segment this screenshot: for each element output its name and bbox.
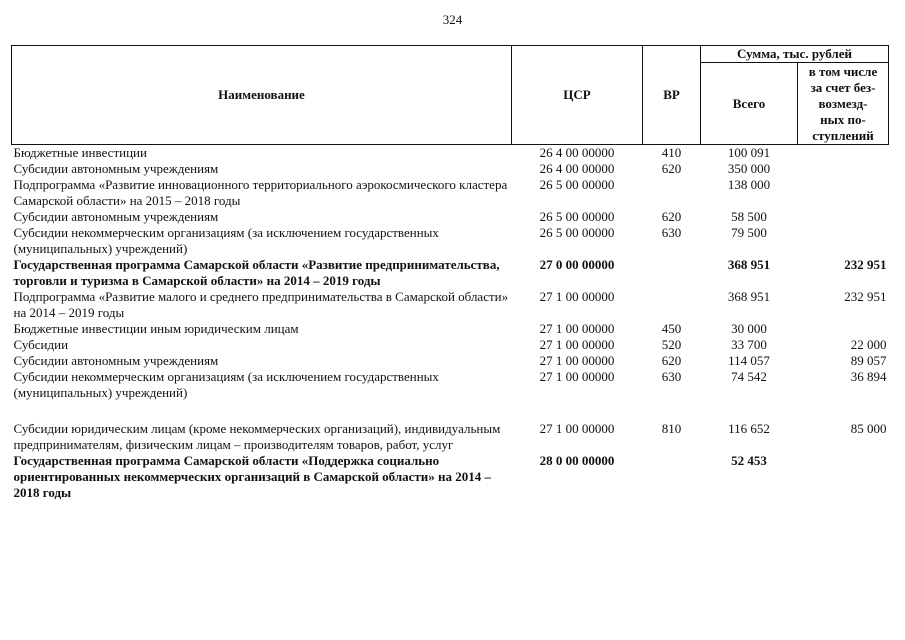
row-vr: 520 — [661, 337, 682, 352]
row-total: 368 951 — [727, 289, 771, 304]
row-name: Субсидии автономным учреждениям — [13, 353, 219, 368]
row-name: Бюджетные инвестиции — [13, 145, 147, 160]
row-total: 33 700 — [731, 337, 767, 352]
row-total: 350 000 — [727, 161, 771, 176]
row-vr — [643, 177, 701, 209]
row-csr: 27 1 00 00000 — [539, 321, 615, 336]
row-total: 368 951 — [727, 257, 771, 272]
row-incl — [798, 225, 889, 257]
row-total: 116 652 — [728, 421, 770, 436]
row-incl — [798, 177, 889, 209]
table-row — [12, 353, 889, 369]
row-total: 100 091 — [727, 145, 771, 160]
row-incl — [798, 161, 889, 177]
table-header — [12, 46, 889, 145]
table-row — [12, 453, 889, 501]
row-csr: 27 0 00 00000 — [539, 257, 615, 272]
header-sum: Сумма, тыс. рублей — [701, 46, 889, 63]
row-total: 138 000 — [727, 177, 771, 192]
row-name: Государственная программа Самарской области «Развитие предпринимательства, торговли и туризма в Самарской области» на 2014 – 2019 годы — [13, 257, 500, 288]
table-row — [12, 257, 889, 289]
row-vr — [643, 453, 701, 501]
budget-table — [11, 45, 889, 501]
row-csr: 26 5 00 00000 — [539, 209, 615, 224]
row-vr — [643, 257, 701, 289]
row-name: Субсидии некоммерческим организациям (за исключением государственных (муниципальных) учреждений) — [13, 369, 439, 400]
row-csr: 26 4 00 00000 — [539, 161, 615, 176]
row-csr: 27 1 00 00000 — [539, 369, 615, 384]
row-incl — [798, 453, 889, 501]
row-name: Подпрограмма «Развитие малого и среднего предпринимательства в Самарской области» на 2014 – 2019 годы — [13, 289, 509, 320]
table-row — [12, 161, 889, 177]
row-incl — [798, 321, 889, 337]
row-csr: 27 1 00 00000 — [539, 353, 615, 368]
row-incl: 85 000 — [850, 421, 887, 436]
table-row — [12, 337, 889, 353]
row-incl: 232 951 — [844, 257, 887, 272]
row-csr: 26 4 00 00000 — [539, 145, 615, 160]
row-incl — [798, 209, 889, 225]
header-vr: ВР — [643, 46, 701, 145]
row-vr: 620 — [661, 161, 682, 176]
row-name: Субсидии некоммерческим организациям (за исключением государственных (муниципальных) учреждений) — [13, 225, 439, 256]
row-csr: 26 5 00 00000 — [539, 177, 615, 192]
header-name: Наименование — [12, 46, 512, 145]
row-total: 74 542 — [731, 369, 767, 384]
row-csr: 28 0 00 00000 — [539, 453, 615, 468]
row-name: Субсидии автономным учреждениям — [13, 161, 219, 176]
row-vr: 450 — [661, 321, 682, 336]
header-csr: ЦСР — [512, 46, 643, 145]
row-name: Государственная программа Самарской области «Поддержка социально ориентированных некоммерческих организаций в Самарской области» на 2014 – 2018 годы — [13, 453, 492, 500]
row-incl: 232 951 — [844, 289, 887, 304]
row-vr — [643, 289, 701, 321]
row-name: Субсидии — [13, 337, 69, 352]
row-csr: 27 1 00 00000 — [539, 421, 615, 436]
table-row — [12, 289, 889, 321]
row-total: 79 500 — [731, 225, 767, 240]
row-vr: 630 — [661, 369, 682, 384]
row-name: Субсидии автономным учреждениям — [13, 209, 219, 224]
table-body — [12, 145, 889, 502]
row-vr: 410 — [661, 145, 682, 160]
row-incl — [798, 145, 889, 162]
table-row — [12, 401, 889, 453]
header-incl: в том числе за счет без- возмезд- ных по- ступлений — [798, 63, 889, 145]
table-row — [12, 321, 889, 337]
table-row — [12, 369, 889, 401]
page-number: 324 — [442, 12, 463, 27]
row-total: 52 453 — [731, 453, 767, 468]
row-name: Бюджетные инвестиции иным юридическим лицам — [13, 321, 299, 336]
row-vr: 630 — [661, 225, 682, 240]
row-incl: 22 000 — [850, 337, 887, 352]
row-csr: 27 1 00 00000 — [539, 337, 615, 352]
row-vr: 620 — [661, 209, 682, 224]
table-row — [12, 209, 889, 225]
row-total: 58 500 — [731, 209, 767, 224]
table-row — [12, 225, 889, 257]
row-csr: 27 1 00 00000 — [539, 289, 615, 304]
row-total: 114 057 — [728, 353, 770, 368]
row-incl: 36 894 — [850, 369, 887, 384]
row-name: Субсидии юридическим лицам (кроме некоммерческих организаций), индивидуальным предпринимателям, физическим лицам – производителям товаров, работ, услуг — [13, 421, 501, 452]
row-csr: 26 5 00 00000 — [539, 225, 615, 240]
header-total: Всего — [701, 63, 798, 145]
row-total: 30 000 — [731, 321, 767, 336]
row-vr: 620 — [661, 353, 682, 368]
row-vr: 810 — [661, 421, 682, 436]
row-incl: 89 057 — [850, 353, 887, 368]
table-row — [12, 177, 889, 209]
row-name: Подпрограмма «Развитие инновационного территориального аэрокосмического кластера Самарской области» на 2015 – 2018 годы — [13, 177, 508, 208]
table-row — [12, 145, 889, 162]
